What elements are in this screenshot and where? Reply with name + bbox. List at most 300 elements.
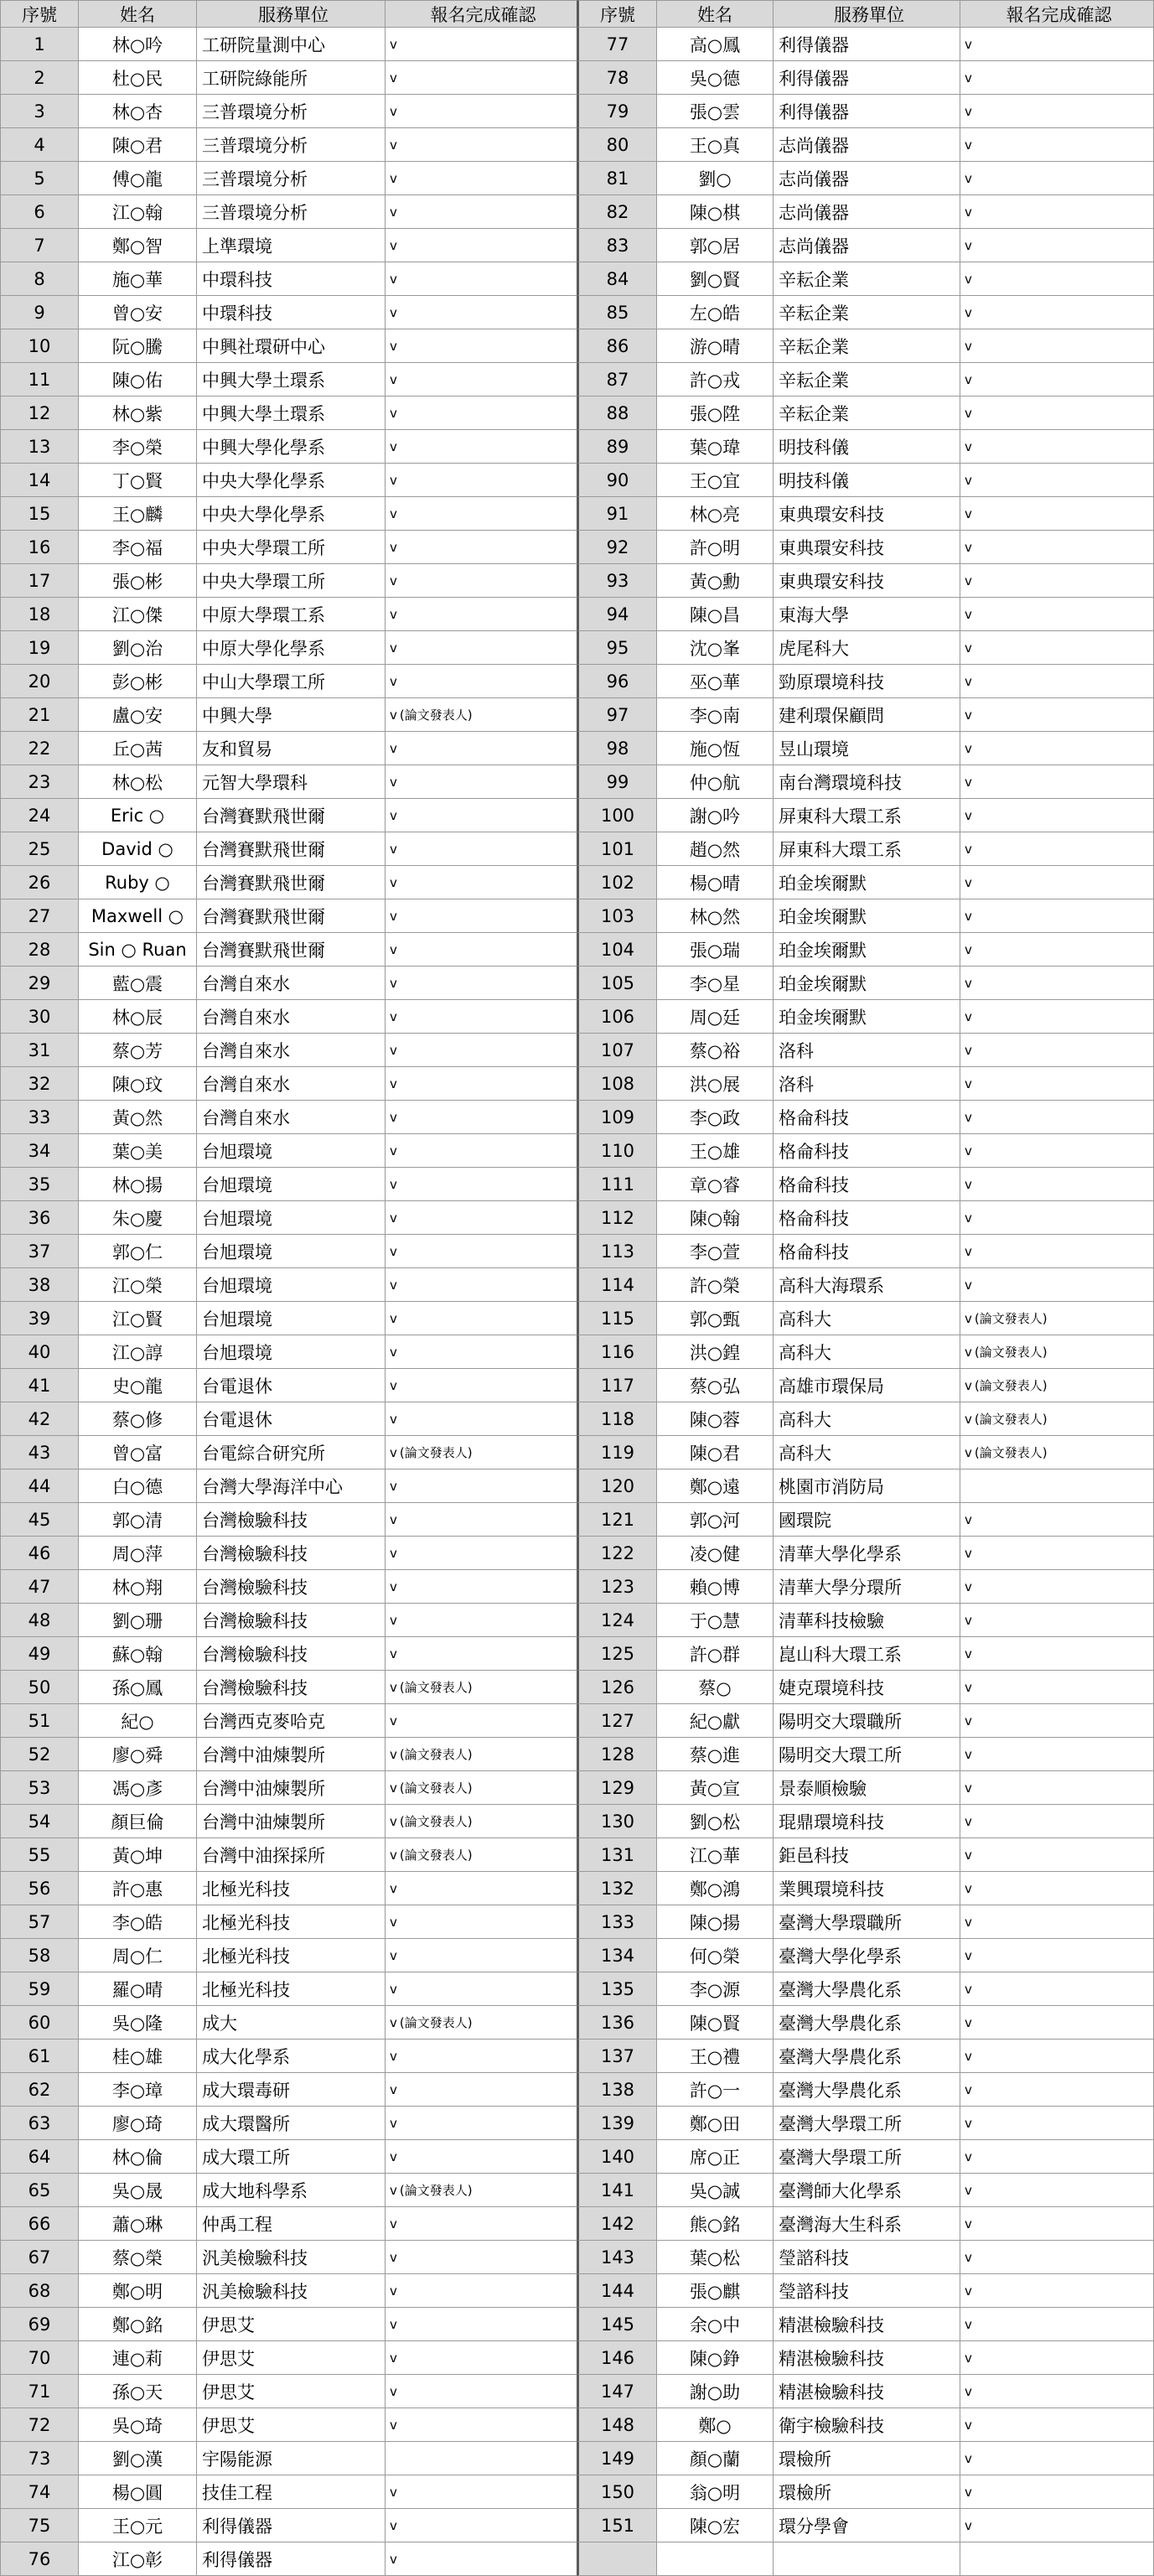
row-number: 120 [577,1469,657,1503]
confirm-cell [960,1034,1154,1067]
row-number: 66 [0,2207,79,2241]
row-number: 139 [577,2107,657,2140]
confirm-cell [960,1000,1154,1034]
name-cell: 林○然 [657,899,774,933]
row-number: 40 [0,1335,79,1369]
unit-cell: 琨鼎環境科技 [774,1805,960,1838]
confirm-mark: v [390,1210,397,1226]
unit-cell: 臺灣大學農化系 [774,2040,960,2073]
confirm-cell [960,1939,1154,1972]
confirm-cell [386,2375,577,2408]
name-cell: 仲○航 [657,765,774,799]
name-cell: 左○皓 [657,296,774,329]
row-number: 140 [577,2140,657,2174]
unit-cell: 辛耘企業 [774,296,960,329]
confirm-mark: v [965,2081,972,2097]
unit-cell: 高科大 [774,1436,960,1469]
unit-cell: 環檢所 [774,2442,960,2475]
name-cell: 林○亮 [657,497,774,531]
name-cell: 劉○賢 [657,262,774,296]
row-number: 98 [577,732,657,765]
table-row [0,1268,1154,1302]
row-number: 1 [0,28,79,61]
unit-cell: 台灣自來水 [197,1000,386,1034]
name-cell: 許○榮 [657,1268,774,1302]
name-cell: 張○陞 [657,397,774,430]
confirm-mark: v [390,1243,397,1259]
confirm-mark: v [390,2517,397,2533]
name-cell: 黃○宣 [657,1771,774,1805]
unit-cell: 桃園市消防局 [774,1469,960,1503]
unit-cell: 志尚儀器 [774,195,960,229]
table-row [0,2274,1154,2308]
confirm-mark: v [965,2417,972,2433]
row-number: 109 [577,1101,657,1134]
table-row [0,866,1154,899]
confirm-mark: v [390,1746,397,1762]
row-number: 68 [0,2274,79,2308]
header-number: 序號 [0,0,79,28]
confirm-cell [960,1067,1154,1101]
name-cell: 江○諄 [79,1335,197,1369]
confirm-mark: v [390,1813,397,1829]
row-number: 34 [0,1134,79,1168]
name-cell: 郭○甄 [657,1302,774,1335]
name-cell: 郭○河 [657,1503,774,1537]
confirm-cell [386,61,577,95]
row-number: 27 [0,899,79,933]
unit-cell: 辛耘企業 [774,363,960,397]
unit-cell: 陽明交大環工所 [774,1738,960,1771]
table-row [0,2542,1154,2576]
name-cell: 鄭○田 [657,2107,774,2140]
unit-cell: 台灣檢驗科技 [197,1637,386,1671]
unit-cell: 洛科 [774,1067,960,1101]
name-cell: 劉○漢 [79,2442,197,2475]
name-cell: 白○德 [79,1469,197,1503]
name-cell: 李○榮 [79,430,197,464]
confirm-cell [386,1537,577,1570]
unit-cell: 東典環安科技 [774,497,960,531]
confirm-mark: v [390,975,397,991]
confirm-mark: v [390,1008,397,1024]
confirm-mark: v [390,1411,397,1427]
unit-cell: 中山大學環工所 [197,665,386,698]
name-cell: 林○辰 [79,1000,197,1034]
presenter-note: (論文發表人) [399,1445,473,1460]
name-cell: 劉○松 [657,1805,774,1838]
confirm-mark: v [965,137,972,153]
unit-cell: 環分學會 [774,2509,960,2542]
confirm-cell [960,2107,1154,2140]
confirm-cell [386,1570,577,1604]
unit-cell: 台電綜合研究所 [197,1436,386,1469]
unit-cell: 東典環安科技 [774,564,960,598]
row-number: 110 [577,1134,657,1168]
table-row [0,631,1154,665]
confirm-mark: v [965,841,972,857]
confirm-cell [960,2408,1154,2442]
confirm-cell [386,799,577,832]
row-number: 30 [0,1000,79,1034]
row-number: 121 [577,1503,657,1537]
confirm-cell [386,2241,577,2274]
table-row [0,262,1154,296]
table-row [0,899,1154,933]
unit-cell: 臺灣大學農化系 [774,2006,960,2040]
name-cell: 趙○然 [657,832,774,866]
confirm-cell [960,1503,1154,1537]
table-row [0,1168,1154,1201]
row-number: 99 [577,765,657,799]
name-cell: 鄭○銘 [79,2308,197,2341]
unit-cell: 台灣賽默飛世爾 [197,832,386,866]
row-number: 67 [0,2241,79,2274]
name-cell: 賴○博 [657,1570,774,1604]
unit-cell: 仲禹工程 [197,2207,386,2241]
unit-cell: 中興大學土環系 [197,363,386,397]
name-cell: 沈○峯 [657,631,774,665]
confirm-cell [386,1604,577,1637]
confirm-mark: v [965,774,972,790]
confirm-cell [960,229,1154,262]
confirm-mark: v [965,2517,972,2533]
confirm-cell [960,1436,1154,1469]
name-cell: 江○傑 [79,598,197,631]
table-row [0,1369,1154,1402]
name-cell: 丁○賢 [79,464,197,497]
unit-cell: 台灣中油探採所 [197,1838,386,1872]
row-number: 129 [577,1771,657,1805]
row-number: 144 [577,2274,657,2308]
name-cell: 吳○誠 [657,2174,774,2207]
row-number: 35 [0,1168,79,1201]
confirm-mark: v [965,2216,972,2231]
confirm-mark: v [965,707,972,723]
confirm-mark: v [965,2383,972,2399]
confirm-cell [386,28,577,61]
table-row [0,2341,1154,2375]
presenter-note: (論文發表人) [974,1378,1048,1393]
name-cell: 許○戎 [657,363,774,397]
name-cell: 顏巨倫 [79,1805,197,1838]
confirm-mark: v [390,1042,397,1058]
confirm-cell [386,1637,577,1671]
name-cell: 何○榮 [657,1939,774,1972]
table-row [0,1302,1154,1335]
confirm-mark: v [390,1176,397,1192]
confirm-cell [960,1268,1154,1302]
row-number: 143 [577,2241,657,2274]
unit-cell: 利得儀器 [774,61,960,95]
confirm-mark: v [390,673,397,689]
table-row [0,1000,1154,1034]
unit-cell: 建利環保顧問 [774,698,960,732]
unit-cell: 精湛檢驗科技 [774,2341,960,2375]
confirm-cell [960,1972,1154,2006]
name-cell: 陳○昌 [657,598,774,631]
table-row [0,564,1154,598]
confirm-cell [386,2207,577,2241]
name-cell: 阮○騰 [79,329,197,363]
row-number: 62 [0,2073,79,2107]
confirm-cell [386,2073,577,2107]
name-cell: 蔡○裕 [657,1034,774,1067]
confirm-cell [386,2509,577,2542]
name-cell: Sin ○ Ruan [79,933,197,967]
unit-cell: 汎美檢驗科技 [197,2241,386,2274]
row-number: 103 [577,899,657,933]
row-number: 131 [577,1838,657,1872]
name-cell: 李○璋 [79,2073,197,2107]
unit-cell: 三普環境分析 [197,162,386,195]
confirm-mark: v [965,1143,972,1158]
row-number: 24 [0,799,79,832]
name-cell: 翁○明 [657,2475,774,2509]
unit-cell: 技佳工程 [197,2475,386,2509]
name-cell: 許○一 [657,2073,774,2107]
confirm-mark: v [965,740,972,756]
unit-cell: 南台灣環境科技 [774,765,960,799]
confirm-cell [960,2140,1154,2174]
confirm-cell [960,1637,1154,1671]
row-number: 22 [0,732,79,765]
row-number: 31 [0,1034,79,1067]
confirm-mark: v [390,271,397,287]
unit-cell: 台旭環境 [197,1302,386,1335]
unit-cell: 高雄市環保局 [774,1369,960,1402]
row-number: 146 [577,2341,657,2375]
name-cell: 黃○勳 [657,564,774,598]
confirm-mark: v [390,1947,397,1963]
unit-cell: 清華大學化學系 [774,1537,960,1570]
confirm-mark: v [390,304,397,320]
confirm-mark: v [965,1646,972,1661]
confirm-cell [960,1704,1154,1738]
name-cell: Eric ○ [79,799,197,832]
row-number: 91 [577,497,657,531]
unit-cell: 勁原環境科技 [774,665,960,698]
table-row [0,2442,1154,2475]
row-number: 33 [0,1101,79,1134]
confirm-cell [960,1101,1154,1134]
confirm-mark: v [965,1578,972,1594]
confirm-mark: v [965,874,972,890]
confirm-mark: v [965,640,972,656]
confirm-cell [386,397,577,430]
table-row [0,229,1154,262]
row-number: 15 [0,497,79,531]
confirm-cell [386,2274,577,2308]
unit-cell: 清華科技檢驗 [774,1604,960,1637]
row-number: 135 [577,1972,657,2006]
table-row [0,1704,1154,1738]
confirm-mark: v [390,941,397,957]
confirm-mark: v [390,2484,397,2500]
confirm-cell [960,866,1154,899]
name-cell: 陳○翰 [657,1201,774,1235]
confirm-mark: v [390,405,397,421]
row-number: 111 [577,1168,657,1201]
confirm-cell [386,1302,577,1335]
row-number: 70 [0,2341,79,2375]
name-cell: 張○麒 [657,2274,774,2308]
presenter-note: (論文發表人) [399,1814,473,1829]
confirm-mark: v [390,137,397,153]
row-number: 95 [577,631,657,665]
name-cell: 羅○晴 [79,1972,197,2006]
unit-cell: 昱山環境 [774,732,960,765]
table-row [0,1067,1154,1101]
confirm-mark: v [390,807,397,823]
name-cell: 蕭○琳 [79,2207,197,2241]
table-row [0,1469,1154,1503]
confirm-mark: v [390,472,397,488]
confirm-mark: v [965,371,972,387]
confirm-cell [960,1402,1154,1436]
name-cell: 周○廷 [657,1000,774,1034]
unit-cell: 明技科儀 [774,430,960,464]
unit-cell: 精湛檢驗科技 [774,2308,960,2341]
row-number: 94 [577,598,657,631]
unit-cell: 中央大學化學系 [197,464,386,497]
name-cell: 盧○安 [79,698,197,732]
name-cell: 蔡○芳 [79,1034,197,1067]
name-cell: 丘○茜 [79,732,197,765]
confirm-cell [386,1369,577,1402]
name-cell: 陳○佑 [79,363,197,397]
confirm-mark: v [965,1813,972,1829]
confirm-cell [386,128,577,162]
table-row [0,497,1154,531]
unit-cell: 洛科 [774,1034,960,1067]
row-number: 149 [577,2442,657,2475]
unit-cell: 高科大 [774,1302,960,1335]
row-number: 47 [0,1570,79,1604]
confirm-mark: v [965,170,972,186]
name-cell: 郭○居 [657,229,774,262]
unit-cell [774,2542,960,2576]
confirm-cell [386,195,577,229]
confirm-mark: v [965,2484,972,2500]
confirm-mark: v [390,2417,397,2433]
unit-cell: 中環科技 [197,262,386,296]
unit-cell: 高科大 [774,1402,960,1436]
unit-cell: 臺灣大學環職所 [774,1905,960,1939]
unit-cell: 衛宇檢驗科技 [774,2408,960,2442]
name-cell: 葉○松 [657,2241,774,2274]
confirm-cell [386,933,577,967]
name-cell: 吳○晟 [79,2174,197,2207]
confirm-cell [960,2040,1154,2073]
header-number: 序號 [577,0,657,28]
confirm-cell [386,229,577,262]
unit-cell: 中興大學土環系 [197,397,386,430]
name-cell: 施○恆 [657,732,774,765]
confirm-mark: v [965,673,972,689]
row-number: 2 [0,61,79,95]
name-cell: Maxwell ○ [79,899,197,933]
row-number: 148 [577,2408,657,2442]
name-cell: 陳○玟 [79,1067,197,1101]
confirm-cell [960,564,1154,598]
row-number: 107 [577,1034,657,1067]
unit-cell: 精湛檢驗科技 [774,2375,960,2408]
presenter-note: (論文發表人) [399,1747,473,1762]
row-number: 147 [577,2375,657,2408]
confirm-mark: v [390,338,397,354]
confirm-mark: v [965,2014,972,2030]
confirm-mark: v [390,1578,397,1594]
confirm-mark: v [965,539,972,555]
row-number: 3 [0,95,79,128]
row-number: 123 [577,1570,657,1604]
confirm-mark: v [965,1780,972,1796]
row-number: 21 [0,698,79,732]
table-row [0,1939,1154,1972]
table-row [0,1838,1154,1872]
unit-cell: 北極光科技 [197,1905,386,1939]
confirm-cell [960,329,1154,363]
name-cell: 劉○珊 [79,1604,197,1637]
row-number: 122 [577,1537,657,1570]
confirm-mark: v [390,2551,397,2567]
confirm-cell [960,832,1154,866]
table-row [0,329,1154,363]
row-number: 4 [0,128,79,162]
confirm-mark: v [965,975,972,991]
row-number: 116 [577,1335,657,1369]
name-cell: 廖○琦 [79,2107,197,2140]
confirm-mark: v [965,1679,972,1695]
confirm-mark: v [390,1310,397,1326]
row-number: 105 [577,967,657,1000]
row-number: 50 [0,1671,79,1704]
confirm-cell [960,1235,1154,1268]
confirm-cell [386,1704,577,1738]
row-number: 124 [577,1604,657,1637]
unit-cell: 台灣賽默飛世爾 [197,933,386,967]
confirm-cell [386,1872,577,1905]
table-row [0,363,1154,397]
confirm-cell [960,128,1154,162]
unit-cell: 志尚儀器 [774,229,960,262]
presenter-note: (論文發表人) [399,1848,473,1863]
confirm-cell [960,631,1154,665]
confirm-cell [386,2040,577,2073]
table-row [0,1537,1154,1570]
unit-cell: 伊思艾 [197,2408,386,2442]
row-number: 64 [0,2140,79,2174]
unit-cell: 台灣賽默飛世爾 [197,799,386,832]
confirm-mark: v [390,1713,397,1729]
row-number: 36 [0,1201,79,1235]
unit-cell: 婕克環境科技 [774,1671,960,1704]
table-row [0,1034,1154,1067]
row-number: 104 [577,933,657,967]
name-cell: 李○政 [657,1101,774,1134]
name-cell: David ○ [79,832,197,866]
confirm-mark: v [965,1075,972,1091]
name-cell: 楊○晴 [657,866,774,899]
unit-cell: 中央大學化學系 [197,497,386,531]
unit-cell: 臺灣大學化學系 [774,1939,960,1972]
unit-cell: 三普環境分析 [197,95,386,128]
table-row [0,1201,1154,1235]
unit-cell: 台灣中油煉製所 [197,1738,386,1771]
table-row [0,2073,1154,2107]
confirm-cell [386,1235,577,1268]
